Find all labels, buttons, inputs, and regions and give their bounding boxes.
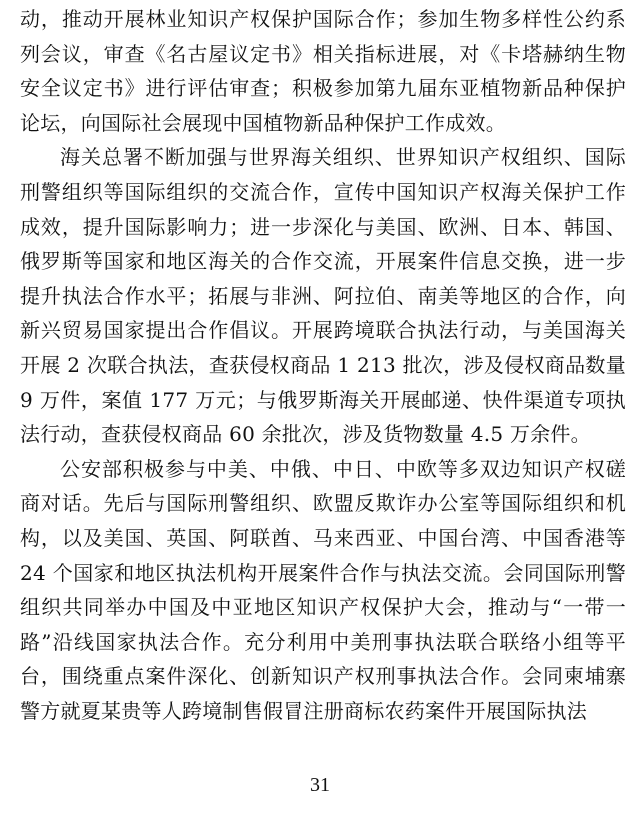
paragraph-public-security: 公安部积极参与中美、中俄、中日、中欧等多双边知识产权磋商对话。先后与国际刑警组织、欧盟反欺诈办公室等国际组织和机构，以及美国、英国、阿联酋、马来西亚、中国台湾、中国香港等 24 个国家和地区执法机构开展案件合作与执法交流。会同国际刑警组织共同举办中国及中亚地区知识产权保护大会，推动与“一带一路”沿线国家执法合作。充分利用中美刑事执法联合联络小组等平台，围绕重点案件深化、创新知识产权刑事执法合作。会同柬埔寨警方就夏某贵等人跨境制售假冒注册商标农药案件开展国际执法	[20, 456, 626, 723]
paragraph-customs: 海关总署不断加强与世界海关组织、世界知识产权组织、国际刑警组织等国际组织的交流合作，宣传中国知识产权海关保护工作成效，提升国际影响力；进一步深化与美国、欧洲、日本、韩国、俄罗斯等国家和地区海关的合作交流，开展案件信息交换，进一步提升执法合作水平；拓展与非洲、阿拉伯、南美等地区的合作，向新兴贸易国家提出合作倡议。开展跨境联合执法行动，与美国海关开展 2 次联合执法，查获侵权商品 1 213 批次，涉及侵权商品数量 9 万件，案值 177 万元；与俄罗斯海关开展邮递、快件渠道专项执法行动，查获侵权商品 60 余批次，涉及货物数量 4.5 万余件。	[20, 145, 626, 447]
paragraph-continued: 动，推动开展林业知识产权保护国际合作；参加生物多样性公约系列会议，审查《名古屋议定书》相关指标进展，对《卡塔赫纳生物安全议定书》进行评估审查；积极参加第九届东亚植物新品种保护论坛，向国际社会展现中国植物新品种保护工作成效。	[20, 7, 626, 135]
document-body	[20, 2, 626, 728]
page-number: 31	[310, 774, 330, 796]
